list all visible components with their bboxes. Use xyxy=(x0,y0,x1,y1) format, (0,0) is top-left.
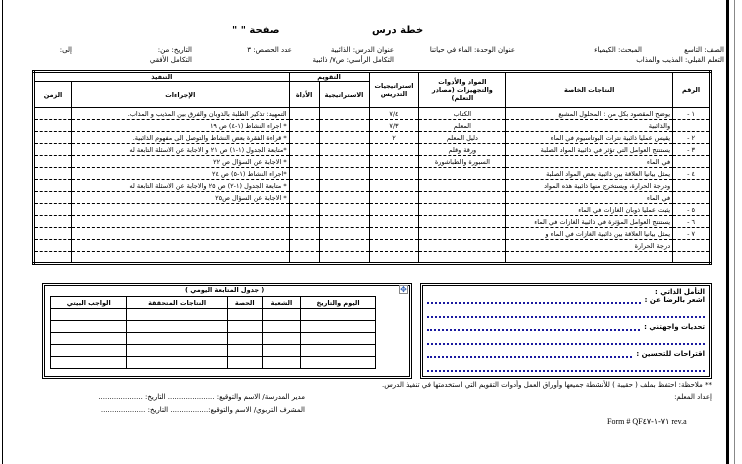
cell-num: ٦ - xyxy=(673,216,711,228)
table-row xyxy=(34,168,711,180)
cell-num: ٧ - xyxy=(673,228,711,240)
daily-cell[interactable] xyxy=(262,333,300,345)
cell-outcome: يمثل بيانيا العلاقة بين ذائبية الغازات في الماء و xyxy=(506,228,673,240)
cell-tool xyxy=(289,240,319,252)
cell-procedure: *متابعة الجدول (١-١) ص ٢١ و الاجابة عن الاسئلة التابعة له xyxy=(71,144,289,156)
cell-time xyxy=(34,228,72,240)
daily-cell[interactable] xyxy=(301,333,376,345)
cell-strategy xyxy=(369,228,419,240)
header-materials: المواد والأدوات والتجهيزات (مصادر التعلم) xyxy=(419,72,506,108)
cell-tool xyxy=(289,180,319,192)
cell-material xyxy=(419,168,506,180)
table-row xyxy=(34,132,711,144)
daily-cell[interactable] xyxy=(262,345,300,357)
daily-cell[interactable] xyxy=(227,333,262,345)
daily-row xyxy=(51,309,376,321)
cell-eval-strategy xyxy=(319,168,369,180)
cell-material xyxy=(419,204,506,216)
cell-outcome: والذائبية xyxy=(506,120,673,132)
unit: عنوان الوحدة: الماء في حياتنا xyxy=(429,46,515,54)
daily-cell[interactable] xyxy=(301,309,376,321)
satisfied-line[interactable] xyxy=(427,296,641,304)
table-row xyxy=(34,240,711,252)
cell-procedure xyxy=(71,240,289,252)
daily-header-section: الشعبة xyxy=(262,297,300,309)
cell-eval-strategy xyxy=(319,228,369,240)
cell-tool xyxy=(289,156,319,168)
cell-eval-strategy xyxy=(319,144,369,156)
daily-header-homework: الواجب البيتي xyxy=(51,297,127,309)
table-row xyxy=(34,204,711,216)
cell-num: ٣ - xyxy=(673,144,711,156)
cell-procedure xyxy=(71,228,289,240)
cell-time xyxy=(34,156,72,168)
cell-eval-strategy xyxy=(319,180,369,192)
cell-outcome: في الماء xyxy=(506,192,673,204)
cell-tool xyxy=(289,120,319,132)
cell-procedure: * الاجابة عن السؤال ص٢٥ xyxy=(71,192,289,204)
table-row xyxy=(34,108,711,120)
daily-cell[interactable] xyxy=(127,333,227,345)
daily-cell[interactable] xyxy=(127,357,227,369)
cell-num: ١ - xyxy=(673,108,711,120)
daily-cell[interactable] xyxy=(51,357,127,369)
date-from: التاريخ: من: xyxy=(157,46,192,54)
cell-material: السبورة والطباشورة xyxy=(419,156,506,168)
cell-procedure: *اجراء النشاط (١-٥) ص ٢٤ xyxy=(71,168,289,180)
cell-outcome: يستنتج العوامل التي تؤثر في ذائبية المواد الصلبة xyxy=(506,144,673,156)
cell-num xyxy=(673,156,711,168)
improve-label: اقتراحات للتحسين : xyxy=(636,350,705,358)
header-num: الرقم xyxy=(673,72,711,108)
cell-eval-strategy xyxy=(319,120,369,132)
challenges-label: تحديات واجهتني : xyxy=(644,323,705,331)
cell-time xyxy=(34,132,72,144)
table-row xyxy=(34,180,711,192)
cell-strategy xyxy=(369,240,419,252)
daily-cell[interactable] xyxy=(301,321,376,333)
cell-num xyxy=(673,180,711,192)
scroll-edge xyxy=(734,0,735,464)
cell-material xyxy=(419,252,506,264)
prepared-by: إعداد المعلم: xyxy=(674,393,712,401)
cell-material: الكتاب xyxy=(419,108,506,120)
cell-num xyxy=(673,240,711,252)
lesson: عنوان الدرس: الذائبية xyxy=(330,46,394,54)
daily-row xyxy=(51,333,376,345)
cell-procedure: التمهيد: تذكير الطلبة بالذوبان والفرق بين المذيب و المذاب. xyxy=(71,108,289,120)
table-row xyxy=(34,228,711,240)
footer-note: ** ملاحظة: احتفظ بملف ( حقيبة ) للأنشطة جميعها وأوراق العمل وأدوات التقويم التي استخدمتها في تنفيذ الدرس. xyxy=(382,381,712,389)
cell-strategy xyxy=(369,180,419,192)
cell-eval-strategy xyxy=(319,192,369,204)
cell-eval-strategy xyxy=(319,216,369,228)
cell-strategy: ٧/٤ xyxy=(369,108,419,120)
header-tool: الأداة xyxy=(289,82,319,108)
cell-strategy xyxy=(369,252,419,264)
daily-cell[interactable] xyxy=(301,345,376,357)
daily-title: ( جدول المتابعة اليومي ) xyxy=(185,286,265,294)
cell-time xyxy=(34,252,72,264)
header-strategies: استراتيجيات التدريس xyxy=(369,72,419,108)
cell-num xyxy=(673,192,711,204)
daily-cell[interactable] xyxy=(262,321,300,333)
table-row xyxy=(34,156,711,168)
cell-time xyxy=(34,204,72,216)
cell-material: ورقة وقلم xyxy=(419,144,506,156)
page-title: خطة درس xyxy=(372,25,424,36)
cell-outcome: يقيس عمليا ذائبية نترات البوتاسيوم في الماء xyxy=(506,132,673,144)
cell-time xyxy=(34,144,72,156)
table-row xyxy=(34,252,711,264)
cell-outcome xyxy=(506,252,673,264)
cell-eval-strategy xyxy=(319,252,369,264)
challenges-line-2[interactable] xyxy=(427,337,705,345)
prior-learning: التعلم القبلي: المذيب والمذاب xyxy=(636,56,724,64)
header-procedures: الإجراءات xyxy=(71,82,289,108)
table-row xyxy=(34,216,711,228)
cell-eval-strategy xyxy=(319,108,369,120)
cell-tool xyxy=(289,228,319,240)
cell-time xyxy=(34,216,72,228)
daily-cell[interactable] xyxy=(227,321,262,333)
form-number: Form # QF٧١-١-٤٧ rev.a xyxy=(607,417,687,426)
cell-strategy xyxy=(369,192,419,204)
table-move-handle-icon[interactable]: ✥ xyxy=(400,285,407,294)
cell-num: ٢ - xyxy=(673,132,711,144)
cell-strategy: ٧/٣ xyxy=(369,120,419,132)
table-row xyxy=(34,192,711,204)
cell-material: المعلم xyxy=(419,120,506,132)
cell-time xyxy=(34,192,72,204)
daily-cell[interactable] xyxy=(127,321,227,333)
daily-cell[interactable] xyxy=(262,357,300,369)
cell-outcome: يثبت عمليا ذوبان الغازات في الماء xyxy=(506,204,673,216)
cell-eval-strategy xyxy=(319,156,369,168)
cell-outcome: في الماء xyxy=(506,156,673,168)
cell-time xyxy=(34,168,72,180)
cell-eval-strategy xyxy=(319,204,369,216)
improve-line-2[interactable] xyxy=(427,364,705,372)
cell-strategy xyxy=(369,216,419,228)
cell-outcome: يوضح المقصود بكل من : المحلول المشبع xyxy=(506,108,673,120)
reflection-title: التأمل الذاتي : xyxy=(655,288,705,296)
daily-header-period: الحصة xyxy=(227,297,262,309)
cell-procedure: * اجراء النشاط (١-٤) ص ١٩ xyxy=(71,120,289,132)
cell-time xyxy=(34,240,72,252)
cell-tool xyxy=(289,132,319,144)
daily-cell[interactable] xyxy=(51,345,127,357)
daily-followup-table xyxy=(50,296,376,369)
cell-strategy xyxy=(369,168,419,180)
cell-time xyxy=(34,120,72,132)
table-row xyxy=(34,120,711,132)
daily-row xyxy=(51,321,376,333)
cell-outcome: ودرجة الحرارة، ويستخرج منها ذائبية هذه المواد xyxy=(506,180,673,192)
cell-tool xyxy=(289,192,319,204)
cell-eval-strategy xyxy=(319,132,369,144)
principal-sign: مدير المدرسة/ الاسم والتوقيع: ..................... التاريخ: .................... xyxy=(98,393,305,401)
daily-cell[interactable] xyxy=(262,309,300,321)
cell-tool xyxy=(289,216,319,228)
daily-header-outcomes: النتاجات المتحققة xyxy=(127,297,227,309)
cell-procedure xyxy=(71,204,289,216)
cell-outcome: يستنتج العوامل المؤثرة في ذائبية الغازات في الماء xyxy=(506,216,673,228)
lesson-plan-table xyxy=(32,70,712,265)
cell-material xyxy=(419,192,506,204)
cell-tool xyxy=(289,108,319,120)
cell-procedure: * الاجابة عن السؤال ص ٢٢ xyxy=(71,156,289,168)
daily-cell[interactable] xyxy=(227,345,262,357)
cell-procedure xyxy=(71,216,289,228)
cell-tool xyxy=(289,144,319,156)
cell-tool xyxy=(289,252,319,264)
page-right-edge xyxy=(726,0,729,464)
header-evaluation: التقويم xyxy=(289,72,369,82)
daily-row xyxy=(51,357,376,369)
page-left-edge xyxy=(2,0,3,464)
vertical-integration: التكامل الرأسي: ص٧/ ذائبية xyxy=(312,56,394,64)
cell-outcome: درجة الحرارة xyxy=(506,240,673,252)
reflection-box xyxy=(420,283,712,379)
cell-num xyxy=(673,120,711,132)
cell-time xyxy=(34,108,72,120)
header-outcomes: النتاجات الخاصة xyxy=(506,72,673,108)
cell-material xyxy=(419,240,506,252)
cell-tool xyxy=(289,168,319,180)
improve-line[interactable] xyxy=(427,350,632,358)
cell-strategy xyxy=(369,156,419,168)
cell-procedure: * متابعة الجدول (١-٢) ص ٢٥ والاجابة عن الاسئلة التابعة له xyxy=(71,180,289,192)
table-row xyxy=(34,144,711,156)
daily-cell[interactable] xyxy=(301,357,376,369)
cell-procedure: * قراءة الفقرة بعض النشاط والتوصل الى مفهوم الذائبية. xyxy=(71,132,289,144)
satisfied-label: اشعر بالرضا عن : xyxy=(644,296,705,304)
periods: عدد الحصص: ٣ xyxy=(247,46,292,54)
daily-header-date: اليوم والتاريخ xyxy=(301,297,376,309)
daily-cell[interactable] xyxy=(51,321,127,333)
daily-cell[interactable] xyxy=(127,309,227,321)
header-time: الزمن xyxy=(34,82,72,108)
cell-num: ٤ - xyxy=(673,168,711,180)
daily-cell[interactable] xyxy=(51,333,127,345)
supervisor-sign: المشرف التربوي/ الاسم والتوقيع:................. التاريخ: .................... xyxy=(100,406,305,414)
daily-cell[interactable] xyxy=(227,357,262,369)
daily-row xyxy=(51,345,376,357)
challenges-line[interactable] xyxy=(427,323,640,331)
cell-outcome: يمثل بيانيا العلاقة بين ذائبية بعض المواد الصلبة xyxy=(506,168,673,180)
date-to: إلى: xyxy=(59,46,72,54)
cell-material xyxy=(419,180,506,192)
cell-num xyxy=(673,252,711,264)
cell-material xyxy=(419,216,506,228)
grade: الصف: التاسع xyxy=(684,46,724,54)
daily-cell[interactable] xyxy=(127,345,227,357)
cell-material: دليل المعلم xyxy=(419,132,506,144)
page-number: صفحة " " xyxy=(232,25,280,36)
cell-eval-strategy xyxy=(319,240,369,252)
cell-num: ٥ - xyxy=(673,204,711,216)
cell-procedure xyxy=(71,252,289,264)
satisfied-line-2[interactable] xyxy=(427,310,705,318)
cell-material xyxy=(419,228,506,240)
cell-strategy: ٢ xyxy=(369,132,419,144)
horizontal-integration: التكامل الأفقي xyxy=(149,56,192,64)
daily-cell[interactable] xyxy=(51,309,127,321)
header-eval-strategy: الاستراتيجية xyxy=(319,82,369,108)
header-execution: التنفيذ xyxy=(34,72,290,82)
subject: المبحث: الكيمياء xyxy=(594,46,642,54)
cell-tool xyxy=(289,204,319,216)
cell-strategy xyxy=(369,144,419,156)
cell-time xyxy=(34,180,72,192)
daily-cell[interactable] xyxy=(227,309,262,321)
cell-strategy xyxy=(369,204,419,216)
